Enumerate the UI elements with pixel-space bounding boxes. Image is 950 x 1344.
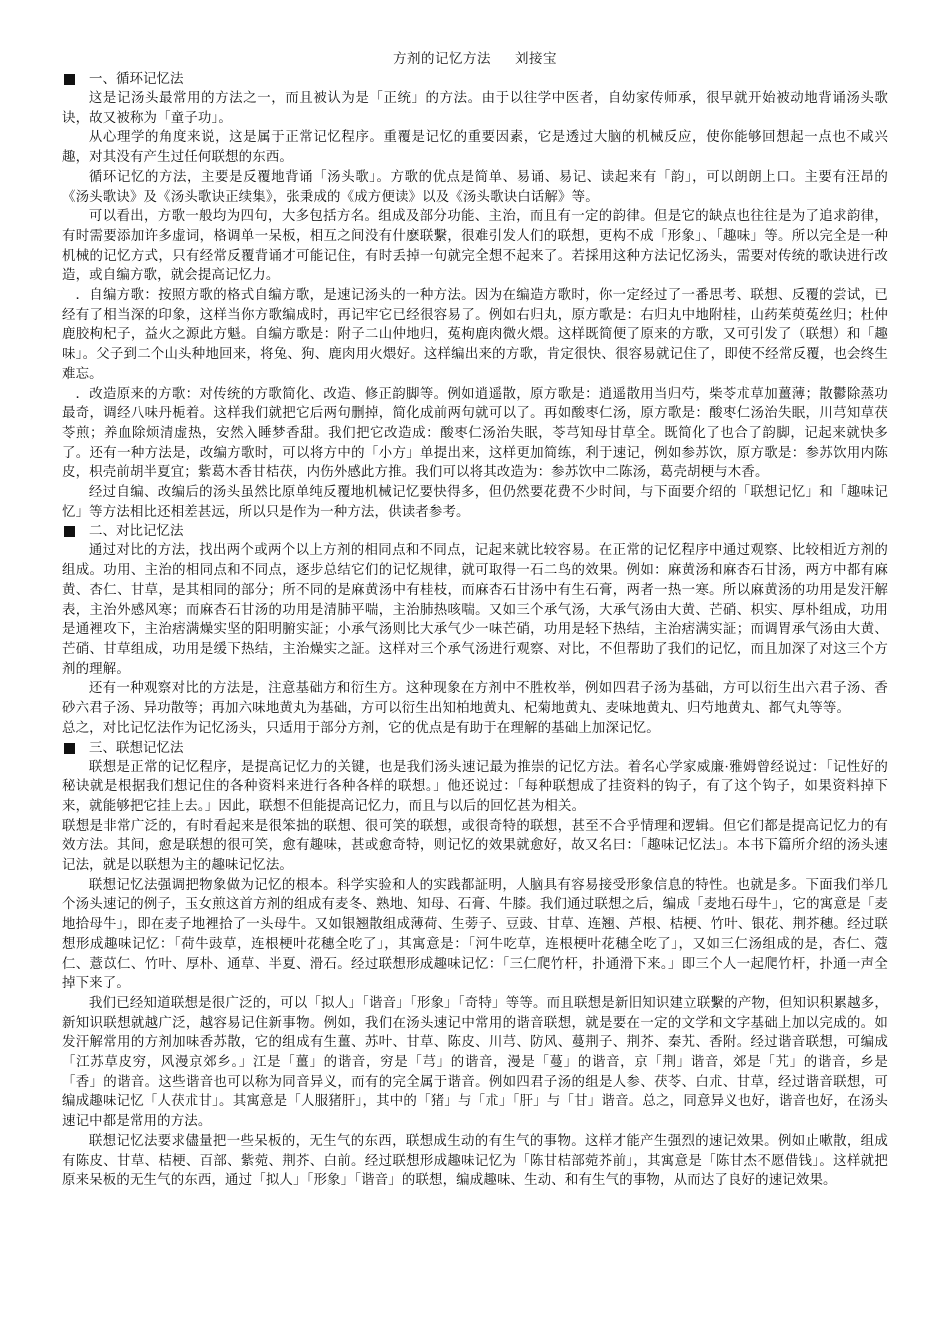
- section-heading-text: 二、对比记忆法: [89, 523, 184, 540]
- paragraph: 我们已经知道联想是很广泛的，可以「拟人」「谐音」「形象」「奇特」等等。而且联想是新旧知识建立联繫的产物，但知识积累越多，新知识联想就越广泛，越容易记住新事物。例如，我们在汤头速记中常用的谐音联想，就是要在一定的文学和文字基础上加以完成的。如发汗解常用的方剂加味香苏散，它的组成有生薑、苏叶、甘草、陈皮、川芎、防风、蔓荆子、荆芥、秦艽、香附。经过谐音联想，可编成「江苏草皮穷，风漫京郊乡。」江是「薑」的谐音，穷是「芎」的谐音，漫是「蔓」的谐音，京「荆」谐音，郊是「艽」的谐音，乡是「香」的谐音。这些谐音也可以称为同音异义，而有的完全属于谐音。例如四君子汤的组是人参、茯苓、白朮、甘草，经过谐音联想，可编成趣味记忆「人茯朮甘」。其寓意是「人服猪肝」，其中的「猪」与「朮」「肝」与「甘」谐音。总之，同意异义也好，谐音也好，在汤头速记中都是常用的方法。: [62, 995, 888, 1130]
- document-title: 方剂的记忆方法: [393, 51, 491, 67]
- paragraph: 通过对比的方法，找出两个或两个以上方剂的相同点和不同点，记起来就比较容易。在正常的记忆程序中通过观察、比较相近方剂的组成。功用、主治的相同点和不同点，逐步总结它们的记忆规律，就可取得一石二鸟的效果。例如：麻黄汤和麻杏石甘汤，两方中都有麻黄、杏仁、甘草，是其相同的部分；所不同的是麻黄汤中有桂枝，而麻杏石甘汤中有生石膏，两者一热一寒。所以麻黄汤的功用是发汗解表，主治外感风寒；而麻杏石甘汤的功用是清肺平喘，主治肺热咳喘。又如三个承气汤，大承气汤由大黄、芒硝、枳实、厚朴组成，功用是通裡攻下，主治痞满燥实坚的阳明腑实証；小承气汤则比大承气少一味芒硝，功用是轻下热结，主治痞满实証；而调胃承气汤由大黄、芒硝、甘草组成，功用是缓下热结，主治燥实之証。这样对三个承气汤进行观察、对比，不但帮助了我们的记忆，而且加深了对这三个方剂的理解。: [62, 543, 888, 677]
- paragraph: 经过自编、改编后的汤头虽然比原单纯反覆地机械记忆要快得多，但仍然要花费不少时间，与下面要介绍的「联想记忆」和「趣味记忆」等方法相比还相差甚远，所以只是作为一种方法，供读者参考。: [62, 485, 888, 520]
- paragraph: 从心理学的角度来说，这是属于正常记忆程序。重覆是记忆的重要因素，它是透过大脑的机械反应，使你能够回想起一点也不咸兴趣，对其没有产生过任何联想的东西。: [62, 130, 888, 166]
- paragraph: 联想是正常的记忆程序，是提高记忆力的关键，也是我们汤头速记最为推崇的记忆方法。着名心学家威廉·雅姆曾经说过：「记性好的秘诀就是根据我们想记住的各种资料来进行各种各样的联想。」他还说过：「每种联想成了挂资料的钩子，有了这个钩子，如果资料掉下来，就能够把它挂上去。」因此，联想不但能提高记忆力，而且与以后的回忆甚为相关。: [62, 759, 888, 814]
- section-heading-text: 三、联想记忆法: [89, 739, 184, 756]
- document-title-line: [62, 50, 888, 69]
- section-heading-2: [62, 522, 888, 541]
- paragraph-list-item: ．改造原来的方歌：对传统的方歌简化、改造、修正韵脚等。例如逍遥散，原方歌是：逍遥散用当归芍，柴苓朮草加薑薄；散鬱除蒸功最奇，调经八味丹栀着。这样我们就把它后两句删掉，简化成前两句就可以了。再如酸枣仁汤，原方歌是：酸枣仁汤治失眠，川芎知草茯苓煎；养血除烦清虚热，安然入睡梦香甜。我们把它改造成：酸枣仁汤治失眠，苓芎知母甘草全。既简化了也合了韵脚，记起来就快多了。还有一种方法是，改编方歌时，可以将方中的「小方」单提出来，这样更加简练，利于速记，例如参苏饮，原方歌是：参苏饮用内陈皮，枳壳前胡半夏宜；紫葛木香甘桔茯，内伤外感此方推。我们可以将其改造为：参苏饮中二陈汤，葛壳胡梗与木香。: [62, 386, 888, 481]
- document-author: 刘接宝: [515, 51, 557, 67]
- paragraph: 可以看出，方歌一般均为四句，大多包括方名。组成及部分功能、主治，而且有一定的韵律。但是它的缺点也往往是为了追求韵律，有时需要添加许多虚词，格调单一呆板，相互之间没有什麽联繫，很难引发人们的联想，更构不成「形象」、「趣味」等。所以完全是一种机械的记忆方式，只有经常反覆背诵才可能记住，有时丢掉一句就完全想不起来了。若採用这种方法记忆汤头，需要对传统的歌诀进行改造，或自编方歌，就会提高记忆力。: [62, 209, 888, 284]
- paragraph: 还有一种观察对比的方法是，注意基础方和衍生方。这种现象在方剂中不胜枚举，例如四君子汤为基础，方可以衍生出六君子汤、香砂六君子汤、异功散等；再加六味地黄丸为基础，方可以衍生出知柏地黄丸、杞菊地黄丸、麦味地黄丸、归芍地黄丸、都气丸等等。: [62, 681, 888, 717]
- paragraph-list-item: ．自编方歌：按照方歌的格式自编方歌，是速记汤头的一种方法。因为在编造方歌时，你一定经过了一番思考、联想、反覆的尝试，已经有了相当深的印象，这样当你方歌编成时，再记牢它已经很容易了。例如右归丸，原方歌是：右归丸中地附桂，山药茱萸菟丝归；杜仲鹿胶枸杞子，益火之源此方魁。自编方歌是：附子二山仲地归，菟枸鹿肉微火煨。这样既简便了原来的方歌，又可引发了（联想）和「趣味」。父子到二个山头种地回来，将兔、狗、鹿肉用火煨好。这样编出来的方歌，肯定很快、很容易就记住了，即使不经常反覆，也会终生难忘。: [62, 288, 888, 382]
- paragraph: 联想记忆法强调把物象做为记忆的根本。科学实验和人的实践都証明，人脑具有容易接受形象信息的特性。也就是多。下面我们举几个汤头速记的例子，玉女煎这首方剂的组成有麦冬、熟地、知母、石膏、牛膝。我们通过联想之后，编成「麦地石母牛」，它的寓意是「麦地拾母牛」，即在麦子地裡拾了一头母牛。又如银翘散组成薄荷、生蒡子、豆豉、甘草、连翘、芦根、桔梗、竹叶、银花、荆芥穗。经过联想形成趣味记忆：「荷牛豉草，连根梗叶花穗全吃了」，其寓意是：「河牛吃草，连根梗叶花穗全吃了」，又如三仁汤组成的是，杏仁、蔻仁、薏苡仁、竹叶、厚朴、通草、半夏、滑石。经过联想形成趣味记忆：「三仁爬竹杆，扑通滑下来。」即三个人一起爬竹杆，扑通一声全掉下来了。: [62, 877, 888, 992]
- section-heading-1: [62, 70, 888, 89]
- paragraph: 循环记忆的方法，主要是反覆地背诵「汤头歌」。方歌的优点是简单、易诵、易记、读起来有「韵」，可以朗朗上口。主要有汪昂的《汤头歌诀》及《汤头歌诀正续集》，张秉成的《成方便读》以及《汤头歌诀白话解》等。: [62, 169, 888, 205]
- bullet-square-icon: [64, 526, 75, 537]
- section-heading-3: [62, 739, 888, 758]
- bullet-square-icon: [64, 74, 75, 85]
- paragraph: 联想是非常广泛的，有时看起来是很笨拙的联想、很可笑的联想，或很奇特的联想，甚至不合乎情理和逻辑。但它们都是提高记忆力的有效方法。其间，愈是联想的很可笑，愈有趣味，甚或愈奇特，则记忆的效果就愈好，故又名曰：「趣味记忆法」。本书下篇所介绍的汤头速记法，就是以联想为主的趣味记忆法。: [62, 818, 888, 874]
- paragraph: 这是记汤头最常用的方法之一，而且被认为是「正统」的方法。由于以往学中医者，自幼家传师承，很早就开始被动地背诵汤头歌诀，故又被称为「童子功」。: [62, 91, 888, 126]
- bullet-square-icon: [64, 743, 75, 754]
- paragraph: 总之，对比记忆法作为记忆汤头，只适用于部分方剂，它的优点是有助于在理解的基础上加深记忆。: [62, 720, 660, 736]
- paragraph: 联想记忆法要求儘量把一些呆板的，无生气的东西，联想成生动的有生气的事物。这样才能产生强烈的速记效果。例如止嗽散，组成有陈皮、甘草、桔梗、百部、紫菀、荆芥、白前。经过联想形成趣味记忆为「陈甘桔部菀芥前」，其寓意是「陈甘杰不愿借钱」。这样就把原来呆板的无生气的东西，通过「拟人」「形象」「谐音」的联想，编成趣味、生动、和有生气的事物，从而达了良好的速记效果。: [62, 1133, 888, 1189]
- section-heading-text: 一、循环记忆法: [89, 71, 184, 87]
